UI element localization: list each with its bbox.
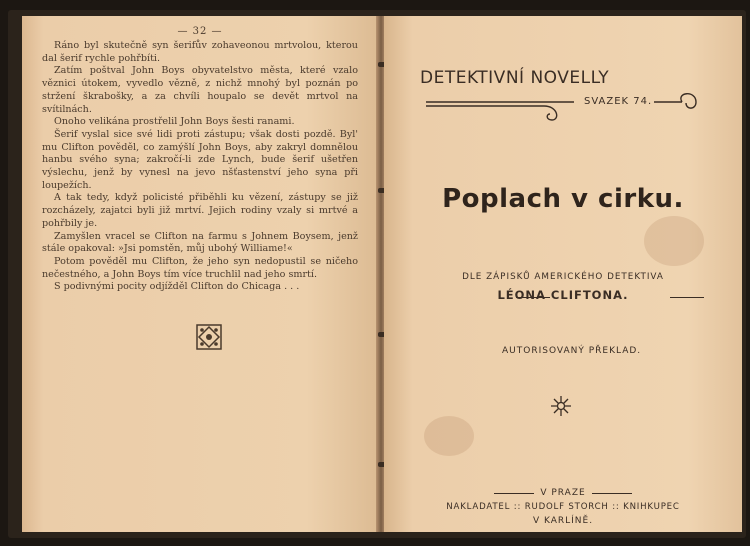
place-rule [592,493,632,494]
author-name: LÉONA CLIFTONA. [497,288,629,302]
paragraph: Šerif vyslal sice své lidi proti zástupu; však dosti pozdě. Byl' mu Clifton pověděl, co zamýšlí John Boys, aby zakryl domnělou hanbu svého syna; zakročí-li zde Lynch, bude šerif ušetřen výslechu, jenž by vynesl na jevo nšťastenství jeho syna při loupežích. [42,128,358,191]
page-body-text [42,40,358,294]
paper-stain [424,416,474,456]
paragraph: Onoho velikána prostřelil John Boys šesti ranami. [54,116,295,128]
paragraph: Ráno byl skutečně syn šerifův zohaveonou mrtvolou, kterou dal šerif rychle pohřbíti. [42,40,358,64]
paragraph: Potom pověděl mu Clifton, že jeho syn nedopustil se ničeho nečestného, a John Boys tím více truchlil nad jeho smrtí. [42,255,358,280]
page-number: — 32 — [177,26,223,37]
book-title: Poplach v cirku. [442,184,684,214]
author-rule [670,297,704,298]
paragraph: Zatím poštval John Boys obyvatelstvo města, které vzalo věznici útokem, vyvedlo vězně, z nichž mnohý byl poznán po stržení škrabošky, a za chvíli houpalo se devět mrtvol na svítilnách. [42,65,358,115]
translation-note: AUTORISOVANÝ PŘEKLAD. [502,346,642,356]
decorative-swirl-line-icon [424,90,704,126]
paragraph: Zamyšlen vracel se Clifton na farmu s Johnem Boysem, jenž stále opakoval: »Jsi pomstěn, můj ubohý Williame!« [42,230,358,255]
subtitle: DLE ZÁPISKŮ AMERICKÉHO DETEKTIVA [462,272,664,282]
fleuron-ornament-icon [196,324,222,350]
title-page [384,16,742,532]
publication-district: V KARLÍNĚ. [532,516,594,526]
volume-number: SVAZEK 74. [584,96,653,107]
open-book [8,10,746,538]
series-title: DETEKTIVNÍ NOVELLY [420,68,610,88]
publisher-line: NAKLADATEL :: RUDOLF STORCH :: KNIHKUPEC [446,502,680,512]
star-ornament-icon [550,395,572,417]
paragraph: A tak tedy, když policisté přiběhli ku vězení, zástupy se již rozcházely, zajatci byli již mrtví. Jejich rodiny vzaly si mrtvé a pohřbily je. [42,192,358,229]
paper-stain [644,216,704,266]
left-page [22,16,378,532]
publication-place: V PRAZE [540,488,586,498]
paragraph: S podivnými pocity odjížděl Clifton do Chicaga . . . [54,281,300,293]
